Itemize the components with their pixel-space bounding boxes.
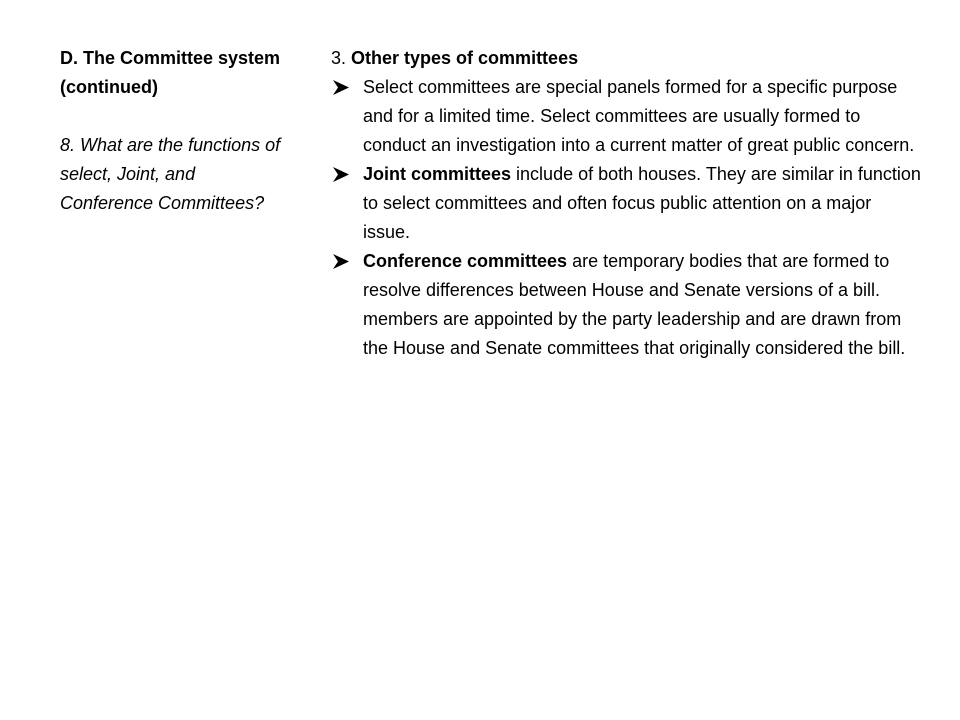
arrowhead-bullet-icon <box>333 254 349 269</box>
bullet-term: Conference committees <box>363 251 568 271</box>
bullet-term: Joint committees <box>363 164 512 184</box>
bullet-item <box>331 73 921 160</box>
arrowhead-bullet-icon <box>333 80 349 95</box>
question-text: 8. What are the functions of select, Joint, and Conference Committees? <box>60 135 281 213</box>
right-column <box>331 44 921 363</box>
bullet-text: Select committees are special panels formed for a specific purpose and for a limited time. Select committees are usually formed to conduct an investigation into a current matter of great public concern. <box>363 77 915 155</box>
bullet-list <box>331 73 921 363</box>
section-number: 3. <box>331 48 347 68</box>
left-column <box>60 44 290 218</box>
section-title-text: Other types of committees <box>351 48 579 68</box>
slide-heading: D. The Committee system (continued) <box>60 48 281 97</box>
arrowhead-bullet-icon <box>333 167 349 182</box>
bullet-item <box>331 247 921 363</box>
bullet-text: include of both houses. They are similar in function to select committees and often focus public attention on a major issue. <box>363 164 921 242</box>
bullet-item <box>331 160 921 247</box>
section-title <box>331 44 921 73</box>
bullet-text: are temporary bodies that are formed to resolve differences between House and Senate versions of a bill. members are appointed by the party leadership and are drawn from the House and Senate committees that originally considered the bill. <box>363 251 906 358</box>
